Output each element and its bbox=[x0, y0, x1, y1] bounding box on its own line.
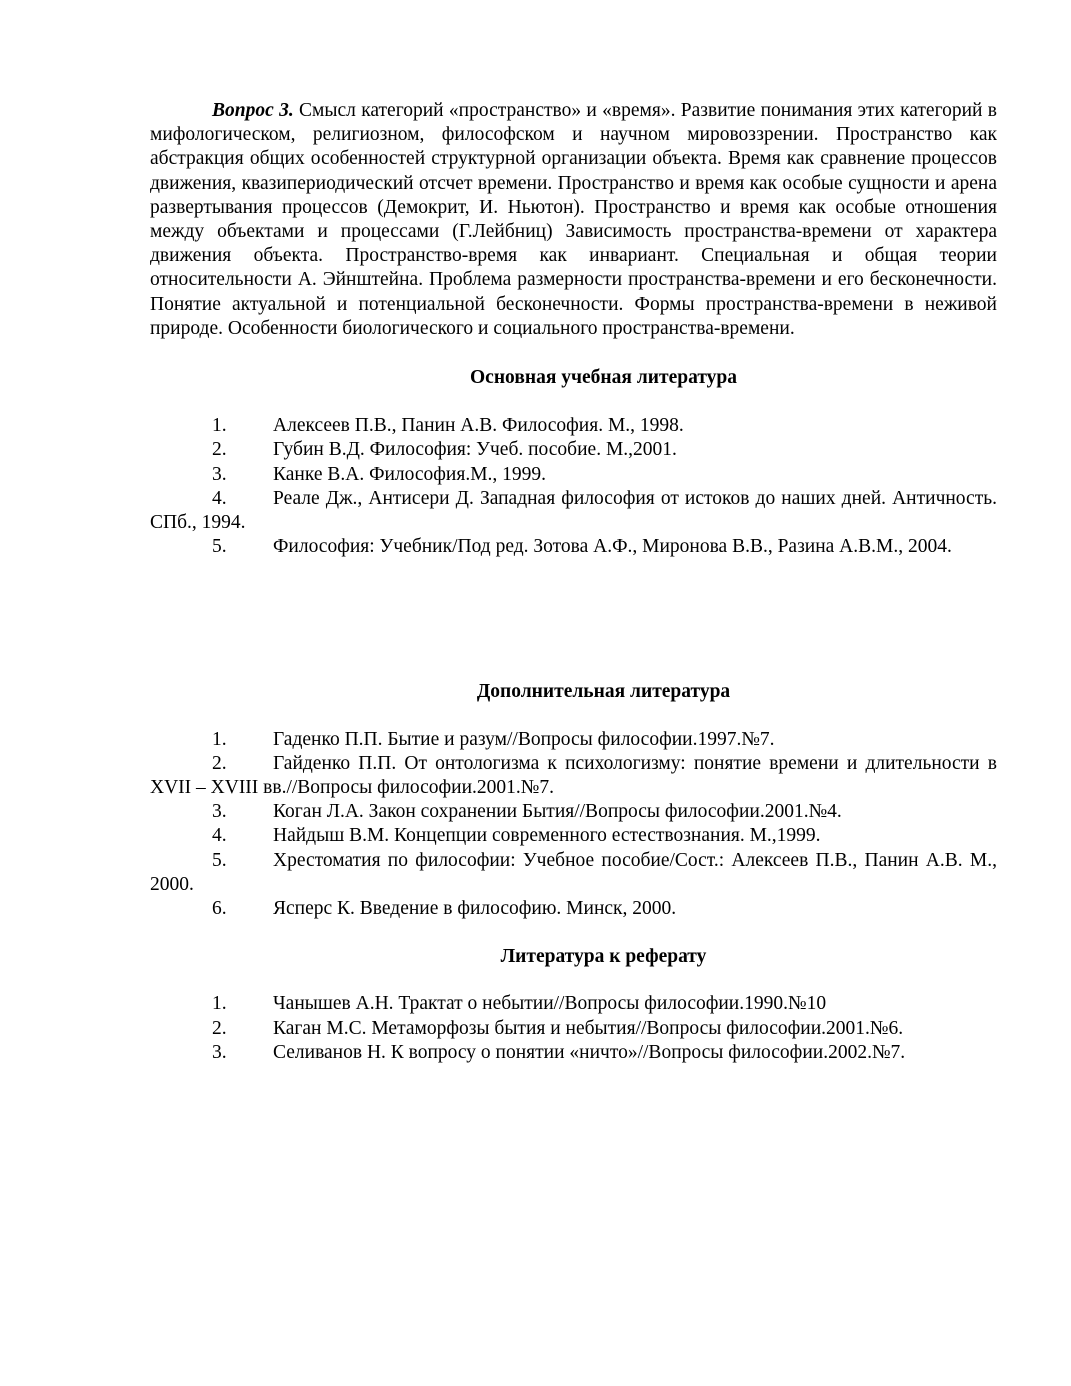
additional-literature-list bbox=[150, 728, 997, 922]
list-item bbox=[150, 487, 997, 535]
item-number: 2. bbox=[212, 439, 227, 461]
item-number: 3. bbox=[212, 463, 227, 485]
list-item bbox=[150, 824, 997, 848]
item-text: Гаденко П.П. Бытие и разум//Вопросы философии.1997.№7. bbox=[273, 728, 775, 750]
item-text: Хрестоматия по философии: Учебное пособие/Сост.: Алексеев П.В., Панин А.В. М., 2000. bbox=[150, 849, 997, 895]
item-text: Чанышев А.Н. Трактат о небытии//Вопросы философии.1990.№10 bbox=[273, 993, 827, 1015]
list-item bbox=[150, 535, 997, 559]
item-text: Губин В.Д. Философия: Учеб. пособие. М.,2001. bbox=[273, 439, 677, 461]
question-text: Смысл категорий «пространство» и «время». Развитие понимания этих категорий в мифологическом, религиозном, философском и научном мировоззрении. Пространство как абстракция общих особенностей структурной организации объекта. Время как сравнение процессов движения, квазипериодический отсчет времени. Пространство и время как особые сущности и арена развертывания процессов (Демокрит, И. Ньютон). Пространство и время как особые отношения между объектами и процессами (Г.Лейбниц) Зависимость пространства-времени от характера движения объекта. Пространство-время как инвариант. Специальная и общая теории относительности А. Эйнштейна. Проблема размерности пространства-времени и его бесконечности. Понятие актуальной и потенциальной бесконечности. Формы пространства-времени в неживой природе. Особенности биологического и социального пространства-времени. bbox=[150, 100, 997, 339]
item-text: Каган М.С. Метаморфозы бытия и небытия//Вопросы философии.2001.№6. bbox=[273, 1017, 904, 1039]
item-text: Коган Л.А. Закон сохранении Бытия//Вопросы философии.2001.№4. bbox=[273, 801, 842, 823]
item-number: 3. bbox=[212, 1041, 227, 1063]
question-paragraph bbox=[150, 99, 997, 341]
item-text: Философия: Учебник/Под ред. Зотова А.Ф., Миронова В.В., Разина А.В.М., 2004. bbox=[273, 536, 952, 558]
list-item bbox=[150, 728, 997, 752]
item-text: Реале Дж., Антисери Д. Западная философия от истоков до наших дней. Античность. СПб., 1994. bbox=[150, 487, 997, 534]
list-item bbox=[150, 800, 997, 824]
report-literature-heading: Литература к реферату bbox=[500, 946, 707, 968]
main-literature-list bbox=[150, 414, 997, 559]
item-text: Найдыш В.М. Концепции современного естествознания. М.,1999. bbox=[273, 825, 821, 847]
list-item bbox=[150, 438, 997, 462]
item-number: 4. bbox=[212, 487, 227, 509]
item-text: Алексеев П.В., Панин А.В. Философия. М., 1998. bbox=[273, 415, 684, 437]
item-text: Канке В.А. Философия.М., 1999. bbox=[273, 463, 547, 485]
item-number: 1. bbox=[212, 993, 227, 1015]
list-item bbox=[150, 897, 997, 921]
item-text: Гайденко П.П. От онтологизма к психологизму: понятие времени и длительности в XVII – XVIII вв.//Вопросы философии.2001.№7. bbox=[150, 752, 997, 799]
item-number: 3. bbox=[212, 801, 227, 823]
item-number: 2. bbox=[212, 1017, 227, 1039]
additional-literature-heading: Дополнительная литература bbox=[476, 681, 731, 703]
list-item bbox=[150, 414, 997, 438]
item-number: 5. bbox=[212, 536, 227, 558]
list-item bbox=[150, 752, 997, 800]
item-number: 1. bbox=[212, 415, 227, 437]
list-item bbox=[150, 463, 997, 487]
list-item bbox=[150, 1041, 997, 1065]
report-literature-list bbox=[150, 992, 997, 1065]
question-label: Вопрос 3. bbox=[212, 100, 294, 121]
item-text: Селиванов Н. К вопросу о понятии «ничто»//Вопросы философии.2002.№7. bbox=[273, 1041, 906, 1063]
item-number: 5. bbox=[212, 849, 227, 871]
item-text: Ясперс К. Введение в философию. Минск, 2000. bbox=[273, 898, 677, 920]
list-item bbox=[150, 992, 997, 1016]
item-number: 2. bbox=[212, 752, 227, 774]
main-literature-heading: Основная учебная литература bbox=[470, 367, 737, 389]
item-number: 4. bbox=[212, 825, 227, 847]
list-item bbox=[150, 1017, 997, 1041]
item-number: 1. bbox=[212, 728, 227, 750]
document-page bbox=[150, 99, 997, 1065]
item-number: 6. bbox=[212, 898, 227, 920]
list-item bbox=[150, 849, 997, 897]
